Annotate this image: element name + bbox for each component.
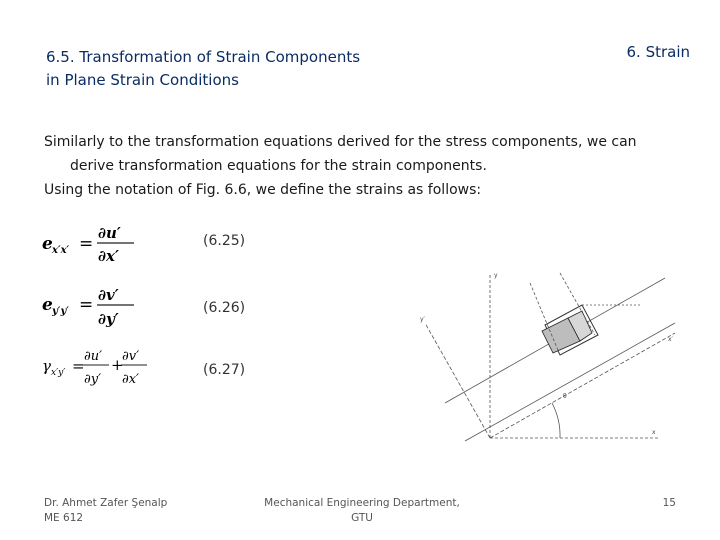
svg-text:x′y′: x′y′	[51, 368, 66, 378]
svg-text:∂x′: ∂x′	[122, 372, 140, 387]
svg-text:x′x′: x′x′	[52, 245, 70, 256]
paragraph-intro: Similarly to the transformation equations derived for the stress components, we can derive transformation equations for the strain components.	[44, 134, 637, 174]
equation-6-27-number: (6.27)	[203, 362, 246, 378]
footer-author	[44, 496, 167, 526]
paragraph-notation: Using the notation of Fig. 6.6, we define the strains as follows:	[44, 182, 482, 198]
equation-6-25-formula	[42, 220, 152, 268]
equation-6-25-number: (6.25)	[203, 233, 246, 249]
equation-6-27-formula	[42, 344, 182, 392]
slide-title	[46, 46, 426, 92]
footer-course-code: ME 612	[44, 512, 84, 524]
svg-text:∂v′: ∂v′	[98, 286, 119, 304]
svg-text:=: =	[79, 234, 94, 254]
svg-text:e: e	[42, 295, 53, 315]
slide-title-line2: in Plane Strain Conditions	[46, 71, 239, 89]
strain-transformation-figure	[410, 263, 680, 448]
svg-text:∂u′: ∂u′	[84, 349, 103, 364]
svg-text:∂v′: ∂v′	[122, 349, 140, 364]
svg-text:θ: θ	[563, 393, 567, 400]
footer-author-name: Dr. Ahmet Zafer Şenalp	[44, 497, 168, 509]
svg-text:∂x′: ∂x′	[98, 247, 119, 265]
svg-text:+: +	[111, 356, 124, 374]
slide-title-line1: 6.5. Transformation of Strain Components	[46, 48, 361, 66]
chapter-label: 6. Strain	[626, 43, 690, 61]
equation-6-26	[42, 284, 152, 332]
svg-text:y: y	[494, 272, 498, 279]
body-text	[44, 130, 684, 202]
page-number: 15	[662, 497, 676, 509]
svg-text:e: e	[42, 234, 53, 254]
svg-text:=: =	[72, 357, 85, 375]
footer-department	[262, 496, 462, 526]
svg-text:∂y′: ∂y′	[84, 372, 102, 387]
equation-6-25	[42, 220, 152, 268]
svg-text:γ: γ	[42, 357, 51, 375]
equation-6-26-number: (6.26)	[203, 300, 246, 316]
svg-text:y′y′: y′y′	[52, 306, 69, 317]
svg-text:∂y′: ∂y′	[98, 310, 119, 328]
svg-text:∂u′: ∂u′	[98, 224, 121, 242]
svg-text:x: x	[652, 429, 656, 436]
equation-6-26-formula	[42, 284, 152, 332]
svg-text:x′: x′	[668, 336, 673, 343]
svg-text:y′: y′	[420, 316, 425, 323]
footer-department-line2: GTU	[351, 512, 373, 524]
footer-department-line1: Mechanical Engineering Department,	[264, 497, 460, 509]
equation-6-27	[42, 344, 182, 392]
svg-text:=: =	[79, 295, 94, 315]
